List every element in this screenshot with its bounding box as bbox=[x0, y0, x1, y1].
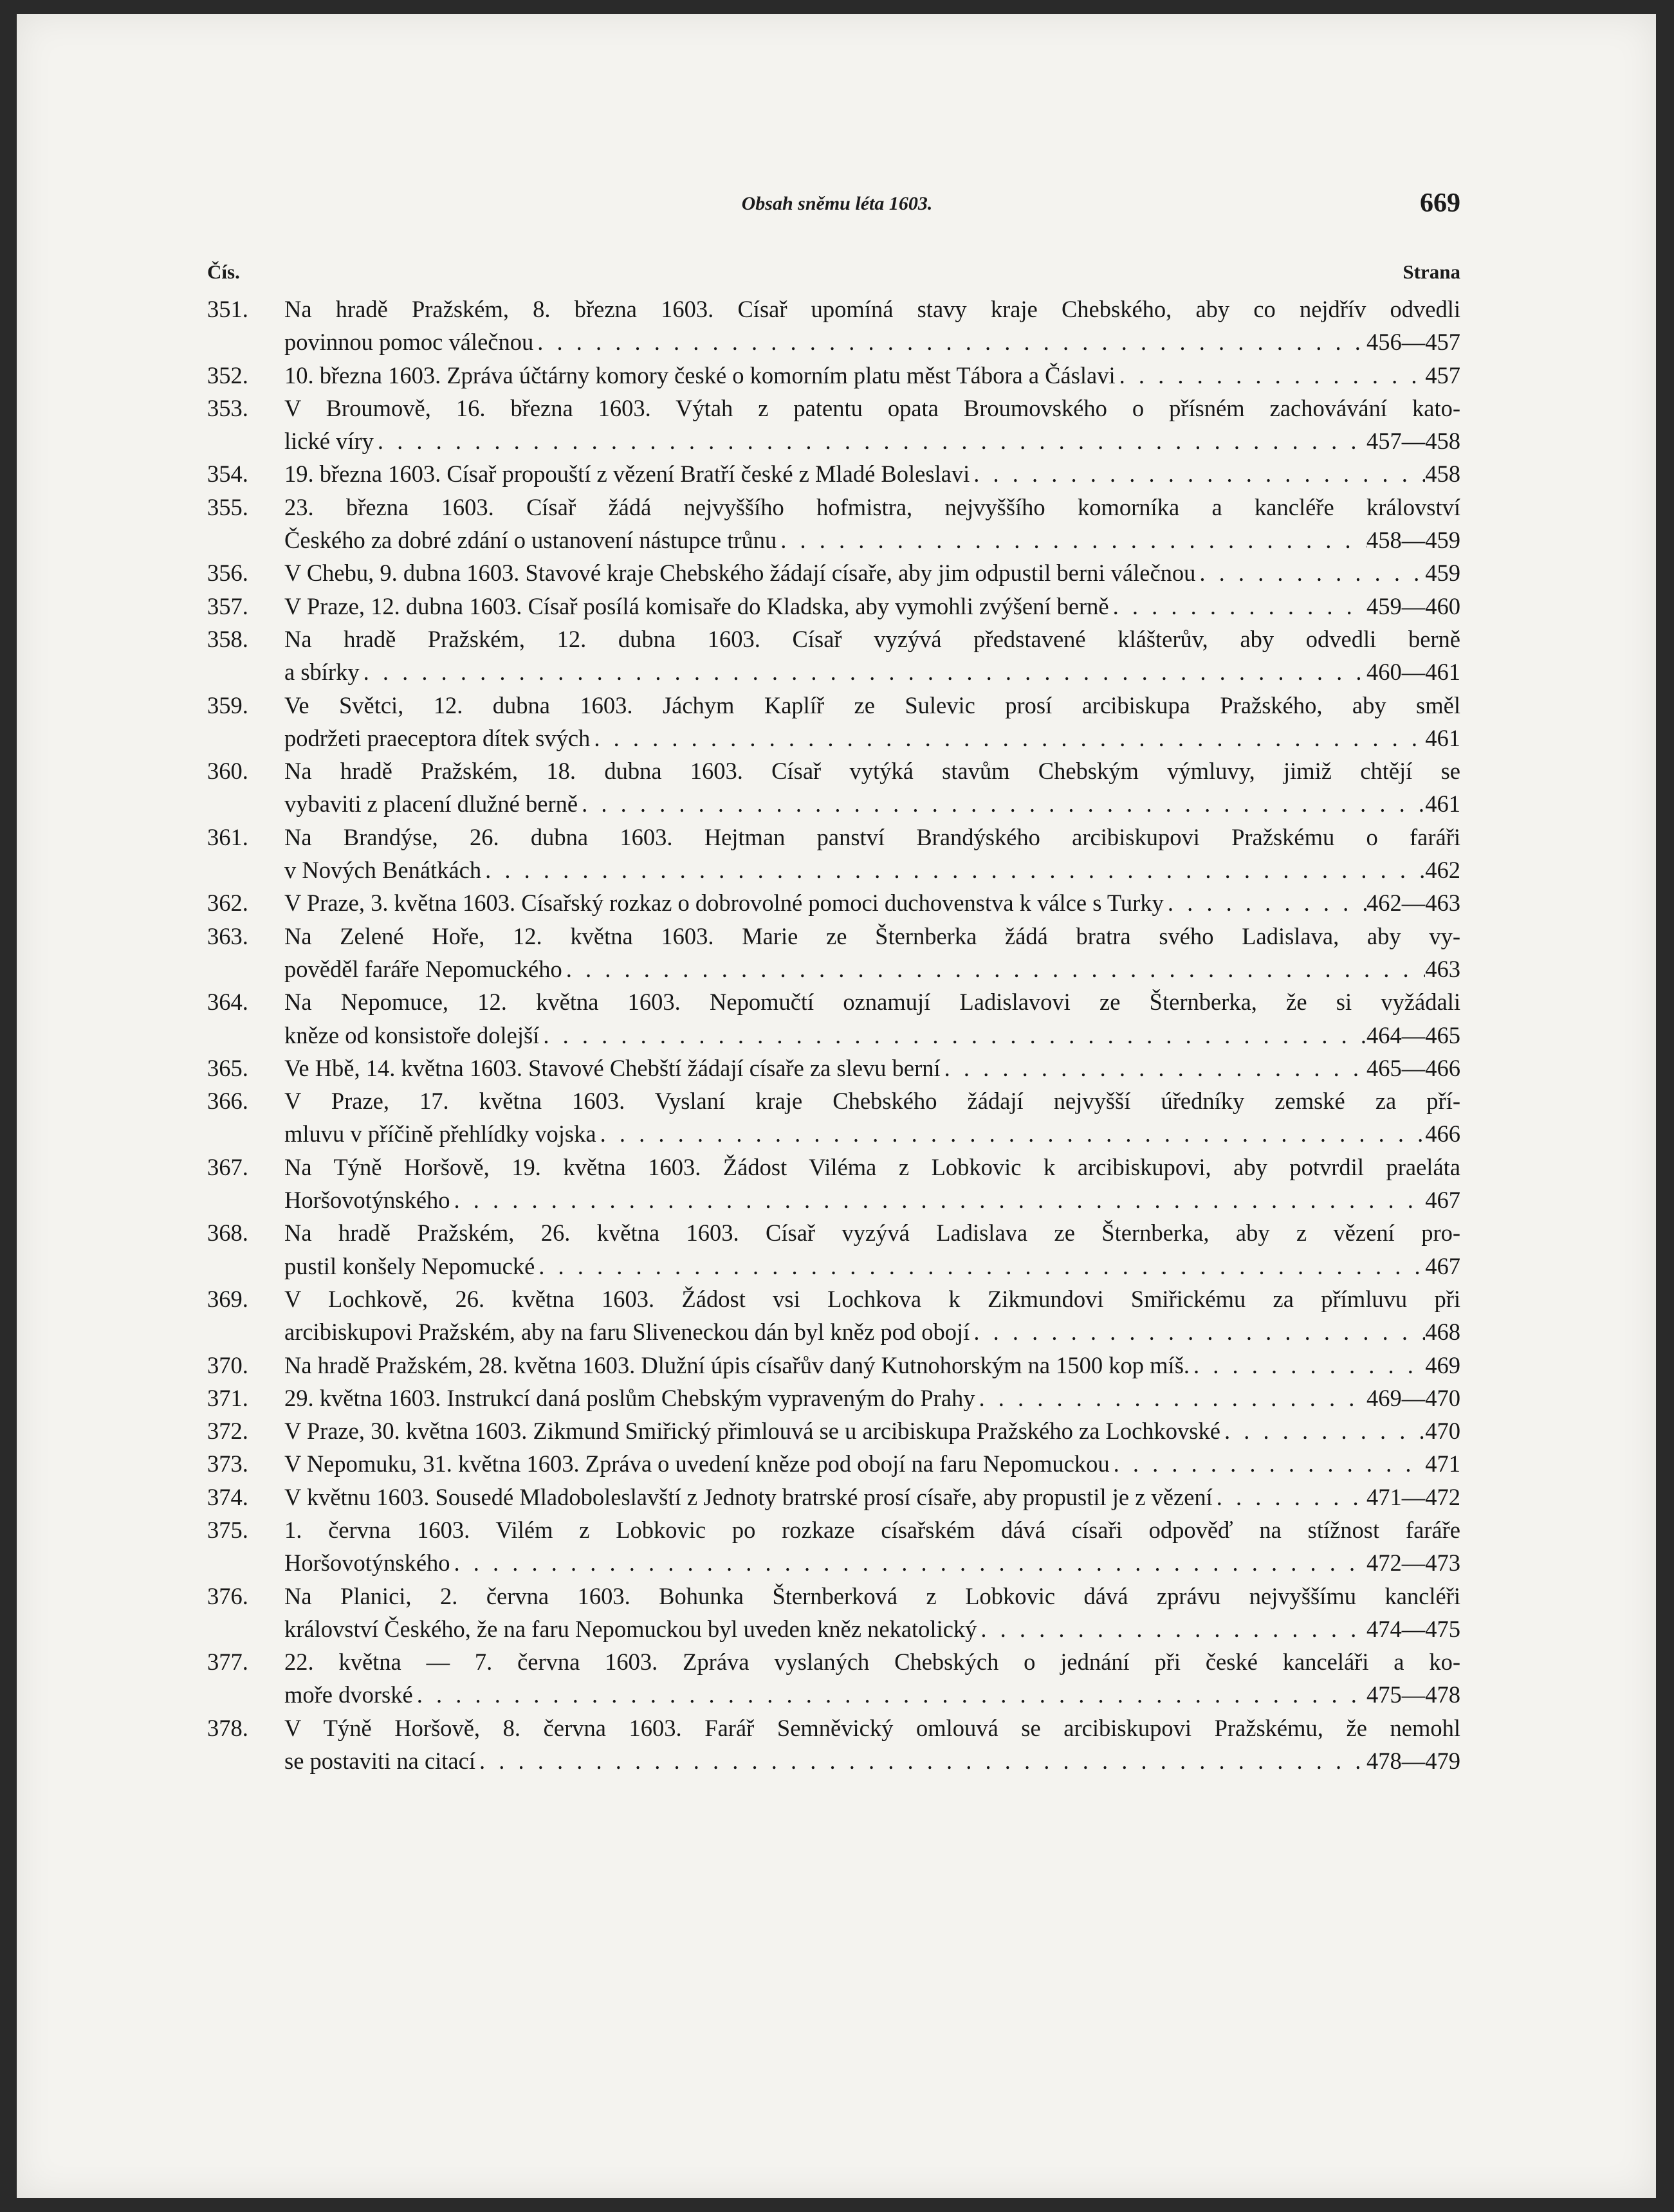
entry-page-reference: 475—478 bbox=[1366, 1681, 1460, 1708]
entry-text-line: mluvu v příčině přehlídky vojska bbox=[284, 1120, 596, 1147]
dot-leader bbox=[596, 1117, 1426, 1150]
entry-text-line: V Praze, 3. května 1603. Císařský rozkaz o dobrovolné pomoci duchovenstva k válce s Turky bbox=[284, 890, 1164, 917]
entry-body bbox=[284, 1151, 1460, 1217]
entry-page-reference: 465—466 bbox=[1366, 1054, 1460, 1081]
entry-text-line: arcibiskupovi Pražském, aby na faru Sliveneckou dán byl kněz pod obojí bbox=[284, 1319, 970, 1346]
list-item bbox=[207, 1349, 1460, 1382]
entry-text-line: Na Zelené Hoře, 12. května 1603. Marie ze Šternberka žádá bratra svého Ladislava, aby vy- bbox=[284, 922, 1460, 949]
entry-page-reference: 469—470 bbox=[1366, 1384, 1460, 1411]
entry-page-reference: 458—459 bbox=[1366, 527, 1460, 554]
list-item bbox=[207, 491, 1460, 557]
entry-last-line bbox=[284, 655, 1460, 688]
entry-body bbox=[284, 689, 1460, 755]
dot-leader bbox=[977, 1613, 1366, 1645]
list-item bbox=[207, 359, 1460, 392]
entry-text-line: 23. března 1603. Císař žádá nejvyššího hofmistra, nejvyššího komorníka a kancléře království bbox=[284, 493, 1460, 520]
entry-body bbox=[284, 985, 1460, 1052]
entry-last-line bbox=[284, 1744, 1460, 1777]
list-item bbox=[207, 556, 1460, 589]
entry-number: 371. bbox=[207, 1384, 248, 1411]
page-number: 669 bbox=[1420, 188, 1460, 218]
dot-leader bbox=[1195, 556, 1425, 589]
list-item bbox=[207, 985, 1460, 1052]
dot-leader bbox=[970, 1315, 1425, 1348]
entry-body bbox=[284, 1349, 1460, 1382]
entry-body bbox=[284, 293, 1460, 359]
entry-number: 378. bbox=[207, 1714, 248, 1741]
entry-last-line bbox=[284, 1349, 1460, 1382]
list-item bbox=[207, 1382, 1460, 1414]
entry-body bbox=[284, 1645, 1460, 1712]
entry-body bbox=[284, 1580, 1460, 1646]
entry-body bbox=[284, 1414, 1460, 1447]
entry-text-line: kněze od konsistoře dolejší bbox=[284, 1021, 540, 1048]
list-item bbox=[207, 293, 1460, 359]
entry-body bbox=[284, 1283, 1460, 1349]
entry-text-line: 10. března 1603. Zpráva účtárny komory české o komorním platu měst Tábora a Čáslavi bbox=[284, 361, 1116, 388]
entry-page-reference: 478—479 bbox=[1366, 1748, 1460, 1775]
list-item bbox=[207, 590, 1460, 623]
number-column-label: Čís. bbox=[207, 261, 240, 283]
entry-last-line bbox=[284, 886, 1460, 919]
entry-text-line: moře dvorské bbox=[284, 1681, 413, 1708]
entry-number: 353. bbox=[207, 394, 248, 421]
dot-leader bbox=[475, 1744, 1366, 1777]
entry-page-reference: 458 bbox=[1425, 461, 1460, 488]
entry-page-reference: 471—472 bbox=[1366, 1483, 1460, 1510]
entry-text-line: se postaviti na citací bbox=[284, 1748, 475, 1775]
list-item bbox=[207, 1151, 1460, 1217]
entry-text-line: Na hradě Pražském, 28. května 1603. Dlužní úpis císařův daný Kutnohorským na 1500 kop míš. bbox=[284, 1351, 1190, 1378]
list-item bbox=[207, 1481, 1460, 1513]
entry-page-reference: 456—457 bbox=[1366, 329, 1460, 356]
entry-text-line: Na hradě Pražském, 8. března 1603. Císař upomíná stavy kraje Chebského, aby co nejdřív odvedli bbox=[284, 296, 1460, 322]
entry-last-line bbox=[284, 1019, 1460, 1052]
entry-page-reference: 466 bbox=[1425, 1120, 1460, 1147]
dot-leader bbox=[1220, 1414, 1425, 1447]
dot-leader bbox=[941, 1052, 1366, 1084]
dot-leader bbox=[590, 722, 1425, 754]
entry-body bbox=[284, 1712, 1460, 1778]
entry-last-line bbox=[284, 1250, 1460, 1283]
entry-number: 357. bbox=[207, 592, 248, 619]
entry-last-line bbox=[284, 854, 1460, 886]
entry-page-reference: 470 bbox=[1425, 1418, 1460, 1445]
entry-number: 373. bbox=[207, 1450, 248, 1477]
entry-last-line bbox=[284, 1414, 1460, 1447]
list-item bbox=[207, 1283, 1460, 1349]
entry-last-line bbox=[284, 1052, 1460, 1084]
entry-number: 368. bbox=[207, 1220, 248, 1247]
list-item bbox=[207, 1712, 1460, 1778]
entry-text-line: 22. května — 7. června 1603. Zpráva vyslaných Chebských o jednání při české kanceláři a ko- bbox=[284, 1649, 1460, 1676]
dot-leader bbox=[535, 1250, 1425, 1283]
entry-body bbox=[284, 1216, 1460, 1283]
entry-page-reference: 463 bbox=[1425, 955, 1460, 982]
entry-body bbox=[284, 359, 1460, 392]
entry-text-line: V Praze, 12. dubna 1603. Císař posílá komisaře do Kladska, aby vymohli zvýšení berně bbox=[284, 592, 1109, 619]
entry-page-reference: 459 bbox=[1425, 560, 1460, 587]
dot-leader bbox=[413, 1678, 1366, 1711]
entry-text-line: V Nepomuku, 31. května 1603. Zpráva o uvedení kněze pod obojí na faru Nepomuckou bbox=[284, 1450, 1110, 1477]
dot-leader bbox=[1190, 1349, 1425, 1382]
entry-page-reference: 469 bbox=[1425, 1351, 1460, 1378]
entry-body bbox=[284, 491, 1460, 557]
list-item bbox=[207, 1645, 1460, 1712]
dot-leader bbox=[1110, 1447, 1426, 1480]
entry-page-reference: 462 bbox=[1425, 857, 1460, 884]
entry-page-reference: 464—465 bbox=[1366, 1021, 1460, 1048]
entry-text-line: vybaviti z placení dlužné berně bbox=[284, 791, 578, 818]
entry-number: 376. bbox=[207, 1582, 248, 1609]
table-of-contents bbox=[207, 293, 1460, 1777]
entry-number: 362. bbox=[207, 890, 248, 917]
entry-page-reference: 472—473 bbox=[1366, 1549, 1460, 1577]
entry-body bbox=[284, 1481, 1460, 1513]
list-item bbox=[207, 1084, 1460, 1151]
entry-text-line: Na hradě Pražském, 18. dubna 1603. Císař vytýká stavům Chebským výmluvy, jimiž chtějí se bbox=[284, 758, 1460, 785]
dot-leader bbox=[450, 1184, 1426, 1216]
list-item bbox=[207, 1580, 1460, 1646]
entry-page-reference: 467 bbox=[1425, 1187, 1460, 1214]
entry-last-line bbox=[284, 325, 1460, 358]
entry-body bbox=[284, 886, 1460, 919]
entry-text-line: Na hradě Pražském, 26. května 1603. Císař vyzývá Ladislava ze Šternberka, aby z vězení pro- bbox=[284, 1220, 1460, 1247]
list-item bbox=[207, 754, 1460, 821]
entry-body bbox=[284, 1447, 1460, 1480]
dot-leader bbox=[1116, 359, 1426, 392]
entry-last-line bbox=[284, 953, 1460, 985]
entry-body bbox=[284, 754, 1460, 821]
entry-number: 372. bbox=[207, 1418, 248, 1445]
list-item bbox=[207, 1414, 1460, 1447]
entry-text-line: V Lochkově, 26. května 1603. Žádost vsi Lochkova k Zikmundovi Smiřickému za přímluvu při bbox=[284, 1285, 1460, 1312]
entry-page-reference: 462—463 bbox=[1366, 890, 1460, 917]
list-item bbox=[207, 623, 1460, 689]
page-column-label: Strana bbox=[1403, 261, 1460, 283]
entry-page-reference: 461 bbox=[1425, 791, 1460, 818]
entry-last-line bbox=[284, 425, 1460, 457]
entry-text-line: 29. května 1603. Instrukcí daná poslům Chebským vypraveným do Prahy bbox=[284, 1384, 975, 1411]
dot-leader bbox=[481, 854, 1425, 886]
dot-leader bbox=[975, 1382, 1366, 1414]
list-item bbox=[207, 1052, 1460, 1084]
entry-page-reference: 471 bbox=[1425, 1450, 1460, 1477]
list-item bbox=[207, 1447, 1460, 1480]
entry-number: 351. bbox=[207, 296, 248, 322]
entry-last-line bbox=[284, 1447, 1460, 1480]
entry-last-line bbox=[284, 590, 1460, 623]
entry-text-line: Na Planici, 2. června 1603. Bohunka Šternberková z Lobkovic dává zprávu nejvyššímu kancléři bbox=[284, 1582, 1460, 1609]
list-item bbox=[207, 1513, 1460, 1580]
entry-number: 352. bbox=[207, 361, 248, 388]
entry-text-line: Českého za dobré zdání o ustanovení nástupce trůnu bbox=[284, 527, 777, 554]
entry-number: 363. bbox=[207, 922, 248, 949]
entry-last-line bbox=[284, 556, 1460, 589]
entry-last-line bbox=[284, 1117, 1460, 1150]
entry-text-line: lické víry bbox=[284, 428, 374, 455]
dot-leader bbox=[450, 1546, 1366, 1579]
entry-last-line bbox=[284, 1315, 1460, 1348]
dot-leader bbox=[1109, 590, 1366, 623]
entry-last-line bbox=[284, 1382, 1460, 1414]
entry-body bbox=[284, 1382, 1460, 1414]
dot-leader bbox=[970, 457, 1425, 490]
entry-number: 369. bbox=[207, 1285, 248, 1312]
entry-page-reference: 460—461 bbox=[1366, 659, 1460, 686]
entry-number: 358. bbox=[207, 625, 248, 652]
entry-body bbox=[284, 590, 1460, 623]
entry-number: 367. bbox=[207, 1153, 248, 1180]
entry-text-line: Ve Hbě, 14. května 1603. Stavové Chebští žádají císaře za slevu berní bbox=[284, 1054, 941, 1081]
entry-number: 359. bbox=[207, 691, 248, 718]
entry-last-line bbox=[284, 359, 1460, 392]
entry-last-line bbox=[284, 1184, 1460, 1216]
entry-body bbox=[284, 556, 1460, 589]
entry-page-reference: 461 bbox=[1425, 724, 1460, 751]
entry-text-line: pustil konšely Nepomucké bbox=[284, 1252, 535, 1279]
entry-number: 377. bbox=[207, 1649, 248, 1676]
entry-last-line bbox=[284, 1613, 1460, 1645]
entry-text-line: povinnou pomoc válečnou bbox=[284, 329, 534, 356]
list-item bbox=[207, 886, 1460, 919]
entry-body bbox=[284, 1084, 1460, 1151]
entry-text-line: pověděl faráře Nepomuckého bbox=[284, 955, 562, 982]
entry-text-line: V Broumově, 16. března 1603. Výtah z patentu opata Broumovského o přísném zachovávání kato- bbox=[284, 394, 1460, 421]
dot-leader bbox=[578, 787, 1425, 820]
entry-text-line: 19. března 1603. Císař propouští z vězení Bratří české z Mladé Boleslavi bbox=[284, 461, 970, 488]
entry-text-line: podržeti praeceptora dítek svých bbox=[284, 724, 591, 751]
dot-leader bbox=[1213, 1481, 1366, 1513]
list-item bbox=[207, 920, 1460, 986]
entry-last-line bbox=[284, 1546, 1460, 1579]
entry-number: 361. bbox=[207, 823, 248, 850]
entry-body bbox=[284, 392, 1460, 458]
entry-text-line: a sbírky bbox=[284, 659, 360, 686]
entry-body bbox=[284, 457, 1460, 490]
entry-body bbox=[284, 623, 1460, 689]
entry-text-line: V Chebu, 9. dubna 1603. Stavové kraje Chebského žádají císaře, aby jim odpustil berni válečnou bbox=[284, 560, 1196, 587]
entry-last-line bbox=[284, 1678, 1460, 1711]
list-item bbox=[207, 457, 1460, 490]
list-item bbox=[207, 1216, 1460, 1283]
entry-number: 374. bbox=[207, 1483, 248, 1510]
entry-text-line: Horšovotýnského bbox=[284, 1187, 450, 1214]
dot-leader bbox=[360, 655, 1366, 688]
entry-page-reference: 467 bbox=[1425, 1252, 1460, 1279]
entry-number: 355. bbox=[207, 493, 248, 520]
entry-text-line: Na Brandýse, 26. dubna 1603. Hejtman panství Brandýského arcibiskupovi Pražskému o faráři bbox=[284, 823, 1460, 850]
entry-text-line: Ve Světci, 12. dubna 1603. Jáchym Kaplíř ze Sulevic prosí arcibiskupa Pražského, aby směl bbox=[284, 691, 1460, 718]
dot-leader bbox=[562, 953, 1426, 985]
entry-body bbox=[284, 920, 1460, 986]
dot-leader bbox=[374, 425, 1366, 457]
entry-text-line: Na hradě Pražském, 12. dubna 1603. Císař vyzývá představené klášterův, aby odvedli berně bbox=[284, 625, 1460, 652]
entry-body bbox=[284, 1052, 1460, 1084]
entry-last-line bbox=[284, 1481, 1460, 1513]
entry-page-reference: 457—458 bbox=[1366, 428, 1460, 455]
entry-number: 360. bbox=[207, 758, 248, 785]
entry-page-reference: 459—460 bbox=[1366, 592, 1460, 619]
entry-number: 356. bbox=[207, 560, 248, 587]
entry-last-line bbox=[284, 722, 1460, 754]
entry-text-line: v Nových Benátkách bbox=[284, 857, 482, 884]
entry-text-line: Horšovotýnského bbox=[284, 1549, 450, 1577]
entry-last-line bbox=[284, 787, 1460, 820]
entry-number: 366. bbox=[207, 1088, 248, 1115]
entry-page-reference: 468 bbox=[1425, 1319, 1460, 1346]
entry-last-line bbox=[284, 457, 1460, 490]
dot-leader bbox=[1164, 886, 1366, 919]
dot-leader bbox=[539, 1019, 1366, 1052]
entry-text-line: V Praze, 30. května 1603. Zikmund Smiřický přimlouvá se u arcibiskupa Pražského za Lochkovské bbox=[284, 1418, 1220, 1445]
entry-last-line bbox=[284, 524, 1460, 556]
entry-page-reference: 474—475 bbox=[1366, 1615, 1460, 1642]
entry-body bbox=[284, 821, 1460, 887]
entry-number: 364. bbox=[207, 989, 248, 1016]
entry-text-line: Na Týně Horšově, 19. května 1603. Žádost Viléma z Lobkovic k arcibiskupovi, aby potvrdil praeláta bbox=[284, 1153, 1460, 1180]
entry-text-line: V Praze, 17. května 1603. Vyslaní kraje Chebského žádají nejvyšší úředníky zemské za pří- bbox=[284, 1088, 1460, 1115]
entry-text-line: království Českého, že na faru Nepomuckou byl uveden kněz nekatolický bbox=[284, 1615, 977, 1642]
dot-leader bbox=[533, 325, 1366, 358]
list-item bbox=[207, 689, 1460, 755]
entry-body bbox=[284, 1513, 1460, 1580]
list-item bbox=[207, 392, 1460, 458]
entry-number: 365. bbox=[207, 1054, 248, 1081]
running-header-title: Obsah sněmu léta 1603. bbox=[741, 193, 933, 214]
entry-text-line: V Týně Horšově, 8. června 1603. Farář Semněvický omlouvá se arcibiskupovi Pražskému, že nemohl bbox=[284, 1714, 1460, 1741]
entry-text-line: 1. června 1603. Vilém z Lobkovic po rozkaze císařském dává císaři odpověď na stížnost faráře bbox=[284, 1516, 1460, 1543]
entry-text-line: Na Nepomuce, 12. května 1603. Nepomučtí oznamují Ladislavovi ze Šternberka, že si vyžádali bbox=[284, 989, 1460, 1016]
entry-number: 370. bbox=[207, 1351, 248, 1378]
entry-page-reference: 457 bbox=[1425, 361, 1460, 388]
dot-leader bbox=[777, 524, 1366, 556]
entry-number: 375. bbox=[207, 1516, 248, 1543]
entry-number: 354. bbox=[207, 461, 248, 488]
entry-text-line: V květnu 1603. Sousedé Mladoboleslavští z Jednoty bratrské prosí císaře, aby propustil je z vězení bbox=[284, 1483, 1213, 1510]
list-item bbox=[207, 821, 1460, 887]
